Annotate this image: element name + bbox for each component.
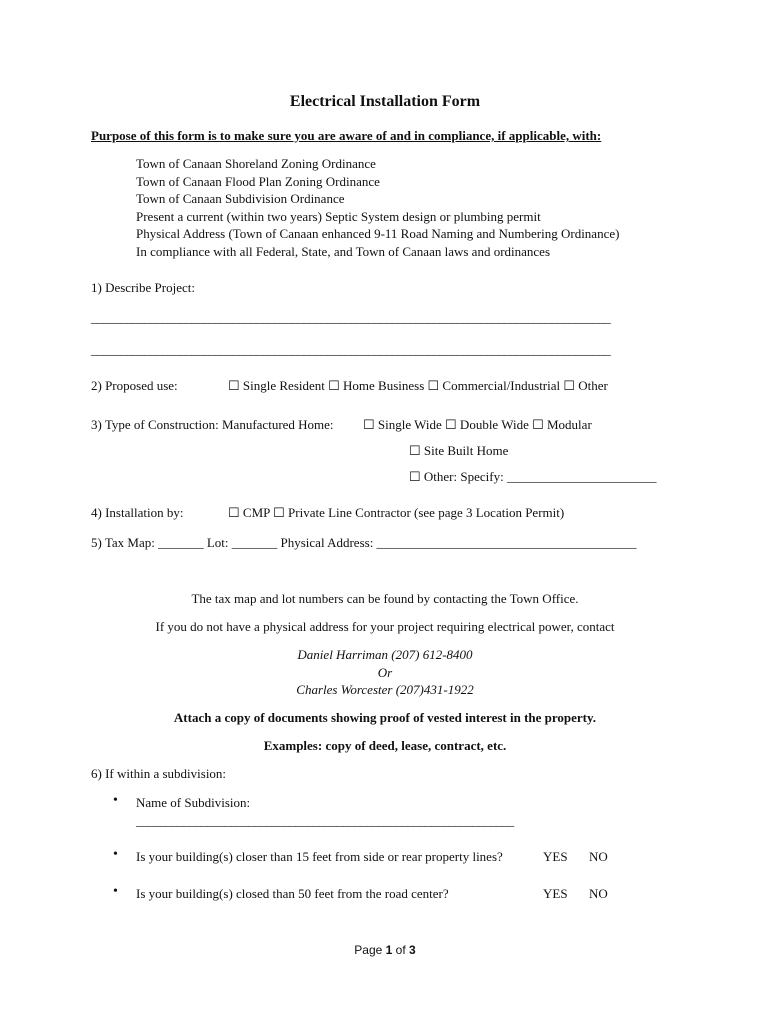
side-setback-question: Is your building(s) closer than 15 feet from side or rear property lines? bbox=[136, 849, 503, 864]
describe-project-line-2[interactable]: ________________________________________________________________________________________ bbox=[91, 342, 611, 357]
of-word: of bbox=[395, 943, 406, 957]
bullet-icon: • bbox=[113, 793, 118, 808]
side-setback-no[interactable]: NO bbox=[589, 849, 608, 864]
contact-or: Or bbox=[377, 665, 393, 680]
ordinance-item: Town of Canaan Shoreland Zoning Ordinance bbox=[136, 156, 376, 171]
page-number bbox=[0, 943, 770, 957]
form-title: Electrical Installation Form bbox=[289, 93, 481, 110]
total-pages: 3 bbox=[409, 943, 416, 957]
bullet-icon: • bbox=[113, 847, 118, 862]
subdivision-name-line[interactable]: ________________________________________________________________ bbox=[136, 813, 514, 828]
contact-charles-worcester: Charles Worcester (207)431-1922 bbox=[296, 682, 474, 697]
side-setback-yes[interactable]: YES bbox=[543, 849, 568, 864]
installation-by-options[interactable]: ☐ CMP ☐ Private Line Contractor (see page 3 Location Permit) bbox=[228, 505, 565, 520]
describe-project-label: 1) Describe Project: bbox=[91, 280, 195, 295]
subdivision-name-label: Name of Subdivision: bbox=[136, 795, 251, 810]
ordinance-item: Present a current (within two years) Septic System design or plumbing permit bbox=[136, 208, 541, 224]
construction-type-label: 3) Type of Construction: Manufactured Home: bbox=[91, 417, 334, 432]
road-setback-no[interactable]: NO bbox=[589, 886, 608, 901]
tax-map-info: The tax map and lot numbers can be found by contacting the Town Office. bbox=[191, 591, 579, 606]
proposed-use-label: 2) Proposed use: bbox=[91, 378, 178, 393]
tax-map-lot-address-fields[interactable]: 5) Tax Map: _______ Lot: _______ Physical Address: ________________________________________ bbox=[91, 535, 637, 550]
physical-address-info: If you do not have a physical address for your project requiring electrical power, contact bbox=[155, 619, 615, 634]
ordinance-item: In compliance with all Federal, State, and Town of Canaan laws and ordinances bbox=[136, 243, 551, 259]
describe-project-line-1[interactable]: ________________________________________________________________________________________ bbox=[91, 310, 611, 325]
examples-note: Examples: copy of deed, lease, contract, etc. bbox=[263, 738, 507, 753]
subdivision-label: 6) If within a subdivision: bbox=[91, 766, 227, 781]
bullet-icon: • bbox=[113, 884, 118, 899]
site-built-home-checkbox[interactable]: ☐ Site Built Home bbox=[409, 443, 509, 458]
contact-daniel-harriman: Daniel Harriman (207) 612-8400 bbox=[297, 647, 473, 662]
road-setback-question: Is your building(s) closed than 50 feet from the road center? bbox=[136, 886, 449, 901]
ordinance-item: Physical Address (Town of Canaan enhanced 9-11 Road Naming and Numbering Ordinance) bbox=[136, 226, 620, 241]
road-setback-yes[interactable]: YES bbox=[543, 886, 568, 901]
current-page: 1 bbox=[385, 943, 393, 957]
page-word: Page bbox=[354, 943, 383, 957]
manufactured-home-options[interactable]: ☐ Single Wide ☐ Double Wide ☐ Modular bbox=[363, 417, 592, 432]
proposed-use-options[interactable]: ☐ Single Resident ☐ Home Business ☐ Commercial/Industrial ☐ Other bbox=[228, 378, 608, 393]
attach-documents-note: Attach a copy of documents showing proof of vested interest in the property. bbox=[173, 710, 597, 725]
other-specify-field[interactable]: ☐ Other: Specify: _______________________ bbox=[409, 469, 657, 484]
installation-by-label: 4) Installation by: bbox=[91, 505, 184, 520]
purpose-heading: Purpose of this form is to make sure you are aware of and in compliance, if applicable, with: bbox=[91, 128, 602, 143]
ordinance-item: Town of Canaan Flood Plan Zoning Ordinance bbox=[136, 173, 380, 189]
ordinance-item: Town of Canaan Subdivision Ordinance bbox=[136, 191, 345, 206]
